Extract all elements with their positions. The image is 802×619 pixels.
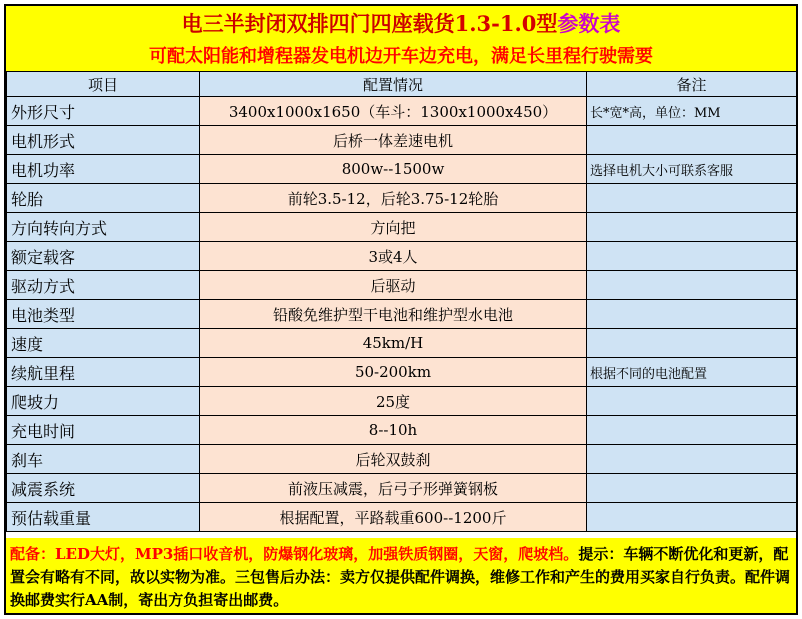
table-row <box>7 329 797 358</box>
row-item: 轮胎 <box>7 184 200 213</box>
row-note <box>587 329 797 358</box>
row-config: 3或4人 <box>200 242 587 271</box>
row-config: 50-200km <box>200 358 587 387</box>
table-row <box>7 474 797 503</box>
table-row <box>7 184 797 213</box>
row-config: 铅酸免维护型干电池和维护型水电池 <box>200 300 587 329</box>
header-note: 备注 <box>587 72 797 97</box>
row-config: 后轮双鼓刹 <box>200 445 587 474</box>
table-row <box>7 97 797 126</box>
table-row <box>7 300 797 329</box>
table-row <box>7 387 797 416</box>
spec-sheet <box>4 4 798 615</box>
row-config: 3400x1000x1650（车斗：1300x1000x450） <box>200 97 587 126</box>
row-note <box>587 242 797 271</box>
table-row <box>7 416 797 445</box>
row-note <box>587 213 797 242</box>
header-config: 配置情况 <box>200 72 587 97</box>
row-note <box>587 474 797 503</box>
page-subtitle: 可配太阳能和增程器发电机边开车边充电，满足长里程行驶需要 <box>6 39 796 72</box>
row-item: 电池类型 <box>7 300 200 329</box>
row-item: 续航里程 <box>7 358 200 387</box>
row-config: 25度 <box>200 387 587 416</box>
row-item: 速度 <box>7 329 200 358</box>
table-row <box>7 213 797 242</box>
table-row <box>7 503 797 532</box>
row-note: 根据不同的电池配置 <box>587 358 797 387</box>
row-item: 爬坡力 <box>7 387 200 416</box>
row-note <box>587 387 797 416</box>
spec-table <box>6 71 797 532</box>
row-item: 驱动方式 <box>7 271 200 300</box>
row-item: 预估载重量 <box>7 503 200 532</box>
row-note <box>587 416 797 445</box>
row-item: 刹车 <box>7 445 200 474</box>
row-item: 电机功率 <box>7 155 200 184</box>
row-config: 后桥一体差速电机 <box>200 126 587 155</box>
notes-footer <box>6 538 796 613</box>
row-note <box>587 300 797 329</box>
table-row <box>7 126 797 155</box>
row-note <box>587 445 797 474</box>
row-config: 8--10h <box>200 416 587 445</box>
notes-highlight: 配备：LED大灯，MP3插口收音机，防爆钢化玻璃，加强铁质钢圈，天窗，爬坡档。 <box>10 545 579 563</box>
title-model: 1.3-1.0型 <box>454 10 558 36</box>
row-config: 方向把 <box>200 213 587 242</box>
row-config: 后驱动 <box>200 271 587 300</box>
row-config: 45km/H <box>200 329 587 358</box>
table-row <box>7 242 797 271</box>
row-config: 根据配置，平路载重600--1200斤 <box>200 503 587 532</box>
row-note: 选择电机大小可联系客服 <box>587 155 797 184</box>
row-config: 前液压减震，后弓子形弹簧钢板 <box>200 474 587 503</box>
row-item: 充电时间 <box>7 416 200 445</box>
table-row <box>7 445 797 474</box>
table-row <box>7 155 797 184</box>
notes-body: 提示：车辆不断优化和更新，配置会有略有不同，故以实物为准。三包售后办法：卖方仅提供配件调换，维修工作和产生的费用买家自行负责。配件调换邮费实行AA制，寄出方负担寄出邮费。 <box>10 545 791 609</box>
row-config: 800w--1500w <box>200 155 587 184</box>
title-main: 电三半封闭双排四门四座载货 <box>181 10 455 36</box>
row-item: 额定载客 <box>7 242 200 271</box>
row-item: 减震系统 <box>7 474 200 503</box>
row-note <box>587 271 797 300</box>
row-note <box>587 126 797 155</box>
row-note <box>587 184 797 213</box>
table-header-row <box>7 72 797 97</box>
row-note: 长*宽*高，单位：MM <box>587 97 797 126</box>
row-config: 前轮3.5-12，后轮3.75-12轮胎 <box>200 184 587 213</box>
table-row <box>7 358 797 387</box>
row-item: 电机形式 <box>7 126 200 155</box>
row-note <box>587 503 797 532</box>
table-row <box>7 271 797 300</box>
header-item: 项目 <box>7 72 200 97</box>
row-item: 方向转向方式 <box>7 213 200 242</box>
title-suffix: 参数表 <box>557 10 621 36</box>
row-item: 外形尺寸 <box>7 97 200 126</box>
page-title <box>6 6 796 40</box>
